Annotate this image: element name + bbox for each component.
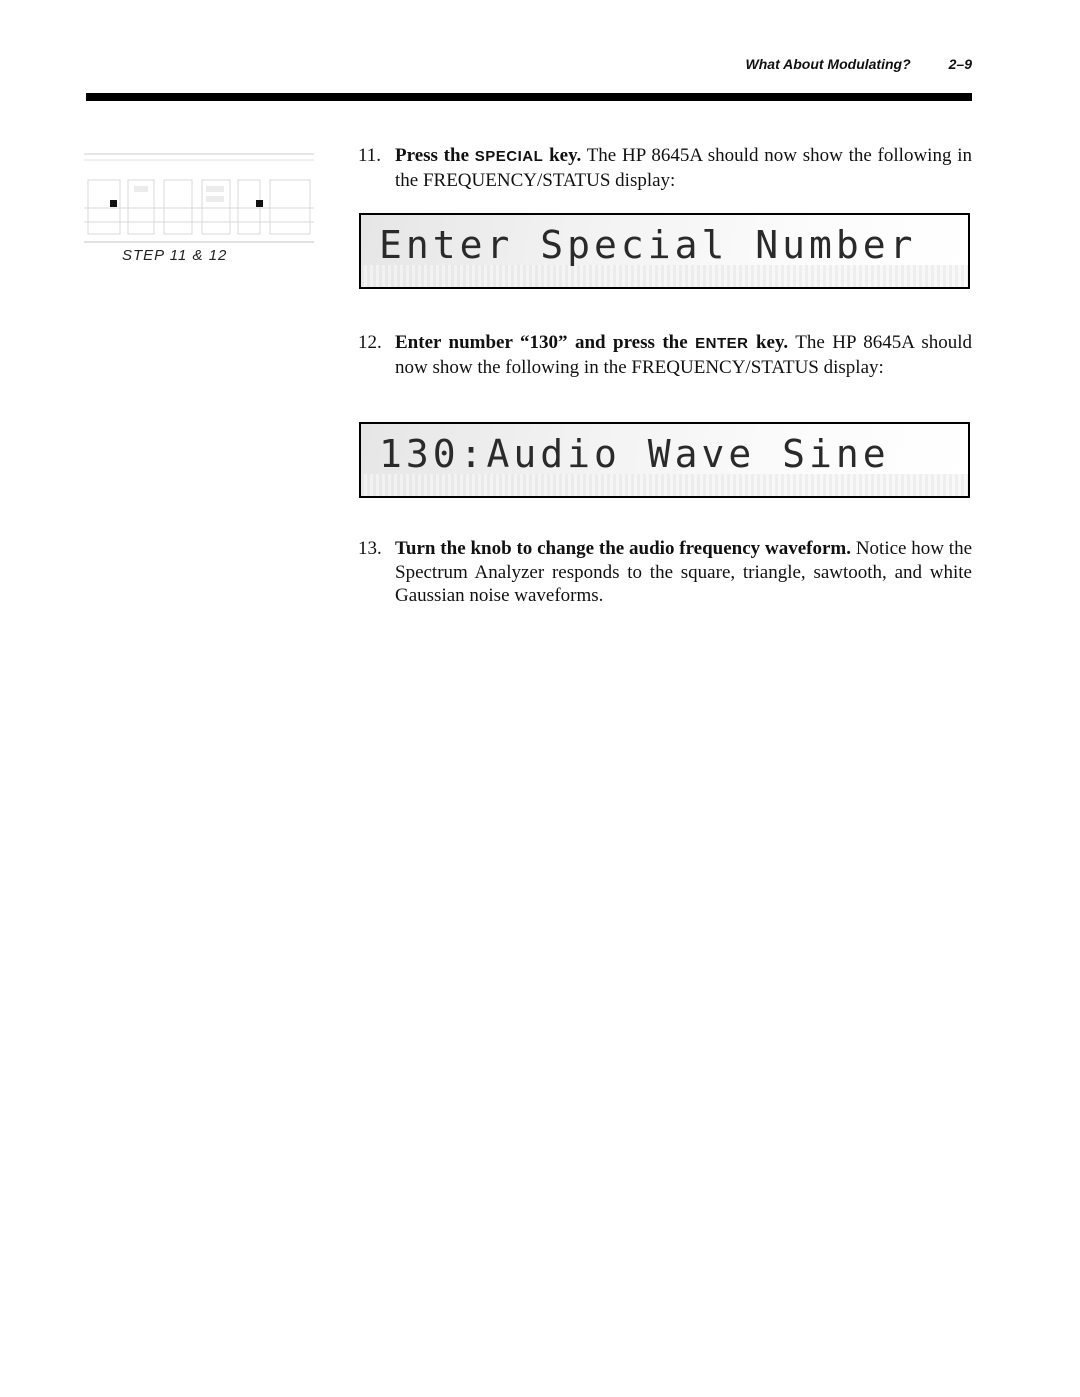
step-lead-end: key. bbox=[755, 332, 789, 353]
step-caption: STEP 11 & 12 bbox=[122, 247, 228, 264]
step-12 bbox=[358, 331, 972, 379]
frequency-status-display-2 bbox=[359, 422, 970, 498]
front-panel-sketch-icon bbox=[84, 146, 314, 246]
step-lead-end: key. bbox=[549, 145, 582, 166]
step-text: The HP 8645A should now show the following in the FREQUENCY/STATUS display: bbox=[395, 332, 973, 378]
frequency-status-display-1 bbox=[359, 213, 970, 289]
step-body bbox=[395, 144, 972, 192]
step-body bbox=[395, 537, 972, 608]
header-rule bbox=[86, 93, 972, 101]
page-header bbox=[746, 56, 972, 72]
step-text: Notice how the Spectrum Analyzer responds to the square, triangle, sawtooth, and white Gaussian noise waveforms. bbox=[395, 538, 973, 606]
lcd-readout: 130:Audio Wave Sine bbox=[379, 432, 890, 476]
front-panel-thumbnail bbox=[84, 146, 314, 246]
enter-key-label: ENTER bbox=[695, 335, 749, 352]
lcd-readout: Enter Special Number bbox=[379, 223, 917, 267]
lcd-texture bbox=[361, 265, 968, 287]
step-number: 11. bbox=[358, 145, 382, 166]
lcd-texture bbox=[361, 474, 968, 496]
special-key-label: SPECIAL bbox=[474, 148, 544, 165]
step-lead: Turn the knob to change the audio frequency waveform. bbox=[395, 538, 851, 559]
step-body bbox=[395, 331, 972, 379]
step-number: 13. bbox=[358, 538, 382, 559]
step-number: 12. bbox=[358, 332, 382, 353]
step-11 bbox=[358, 144, 972, 192]
page-number: 2–9 bbox=[948, 56, 972, 72]
step-lead: Enter number “130” and press the bbox=[395, 332, 688, 353]
step-13 bbox=[358, 537, 972, 608]
step-lead: Press the bbox=[395, 145, 470, 166]
section-title: What About Modulating? bbox=[745, 56, 911, 72]
step-text: The HP 8645A should now show the following in the FREQUENCY/STATUS display: bbox=[395, 145, 972, 191]
